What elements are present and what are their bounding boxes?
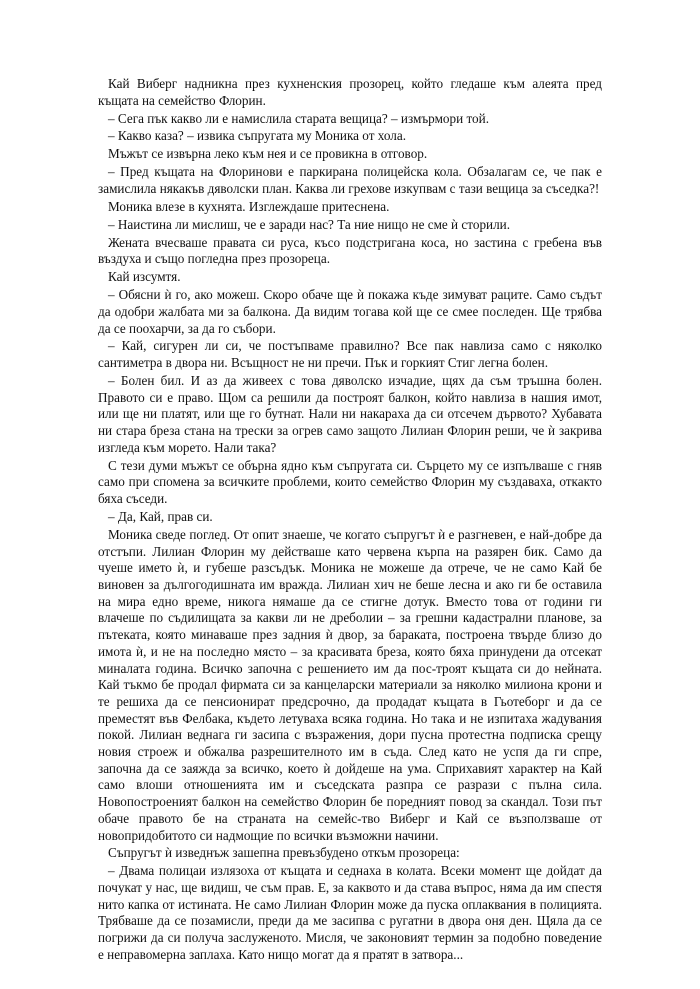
paragraph: – Какво каза? – извика съпругата му Моника от хола.: [108, 128, 407, 144]
paragraph: – Болен бил. И аз да живеех с това дяволско изчадие, щях да съм тръшна болен. Правото си е право. Щом са решили да построят балкон, който навлиза в нашия имот, или ще ни платят, или ще го бутнат. Нали ни накараха да си отсечем дървото? Хубавата ни стара бреза стана на трески за огрев само защото Лилиан Флорин реши, че ѝ закрива изгледа към морето. Нали така?: [98, 373, 602, 455]
paragraph: Мъжът се извърна леко към нея и се провикна в отговор.: [108, 146, 428, 162]
paragraph: – Да, Кай, прав си.: [108, 509, 213, 525]
paragraph: Кай изсумтя.: [108, 269, 181, 285]
paragraph: – Двама полицаи излязоха от къщата и седнаха в колата. Всеки момент ще дойдат да почукат у нас, ще видиш, че съм прав. Е, за каквото и да става въпрос, няма да им спестя нито капка от истината. Не само Лилиан Флорин може да пуска оплаквания в полицията. Трябваше да се позамисли, преди да ме засипва с ругатни в двора оня ден. Щяла да се погрижи да си получа заслуженото. Мисля, че законовият термин за подобно поведение е неправомерна заплаха. Като нищо могат да я пратят в затвора...: [98, 863, 602, 962]
paragraph: – Сега пък какво ли е намислила старата вещица? – измърмори той.: [108, 110, 489, 126]
paragraph: – Обясни ѝ го, ако можеш. Скоро обаче ще ѝ покажа къде зимуват раците. Само съдът да одобри жалбата ми за балкона. Да видим тогава кой ще се смее последен. Ще трябва да се поохарчи, за да го събори.: [98, 287, 602, 336]
paragraph: Моника сведе поглед. От опит знаеше, че когато съпругът ѝ е разгневен, е най-добре да отстъпи. Лилиан Флорин му действаше като червена кърпа на разярен бик. Само да чуеше името ѝ, и губеше разсъдък. Моника не можеше да отрече, че не само Кай бе виновен за дългогодишната им вражда. Лилиан хич не беше лесна и ако ги бе оставила на мира едно време, никога нямаше да се стигне дотук. Вместо това от години ги влачеше по съдилищата за какви ли не дреболии – за грешни кадастрални планове, за пътеката, която минаваше през задния ѝ двор, за бараката, построена твърде близо до имота ѝ, и не на последно място – за красивата бреза, която бяха принудени да отсекат миналата година. Всичко започна с решението им да пос-троят къщата си до нейната. Кай тъкмо бе продал фирмата си за канцеларски материали за няколко милиона крони и те решиха да се пенсионират предсрочно, да продадат къщата в Гьотеборг и да се преместят във Фелбака, където летуваха всяка година. Но така и не изпитаха жадувания покой. Лилиан веднага ги засипа с възражения, дори пусна протестна подписка срещу новия строеж и обжалва разрешителното им в съда. След като не успя да ги спре, започна да се заяжда за всичко, което ѝ дойдеше на ума. Сприхавият характер на Кай само влоши отношенията им и съседската разпра се разрази с пълна сила. Новопостроеният балкон на семейство Флорин бе поредният повод за скандал. Този път обаче правото бе на страната на семейс-тво Виберг и Кай се възползваше от новопридобитото си надмощие по всички възможни начини.: [98, 526, 602, 843]
paragraph: – Пред къщата на Флоринови е паркирана полицейска кола. Обзалагам се, че пак е замислила някакъв дяволски план. Каква ли грехове изкупвам с тази вещица за съседка?!: [98, 164, 602, 196]
paragraph: Жената вчесваше правата си руса, късо подстригана коса, но застина с гребена във въздуха и също погледна през прозореца.: [98, 234, 602, 267]
document-page: [98, 76, 602, 965]
paragraph: Съпругът ѝ изведнъж зашепна превъзбудено откъм прозореца:: [108, 845, 460, 861]
paragraph: Моника влезе в кухнята. Изглеждаше притеснена.: [108, 198, 390, 214]
paragraph: Кай Виберг надникна през кухненския прозорец, който гледаше към алеята пред къщата на семейство Флорин.: [98, 76, 602, 108]
paragraph: – Кай, сигурен ли си, че постъпваме правилно? Все пак навлиза само с няколко сантиметра в двора ни. Всъщност не ни пречи. Пък и горкият Стиг легна болен.: [98, 338, 602, 371]
paragraph: С тези думи мъжът се обърна ядно към съпругата си. Сърцето му се изпълваше с гняв само при спомена за всичките проблеми, които семейство Флорин му създаваха, откакто бяха съседи.: [98, 457, 602, 507]
paragraph: – Наистина ли мислиш, че е заради нас? Та ние нищо не сме ѝ сторили.: [108, 216, 511, 232]
